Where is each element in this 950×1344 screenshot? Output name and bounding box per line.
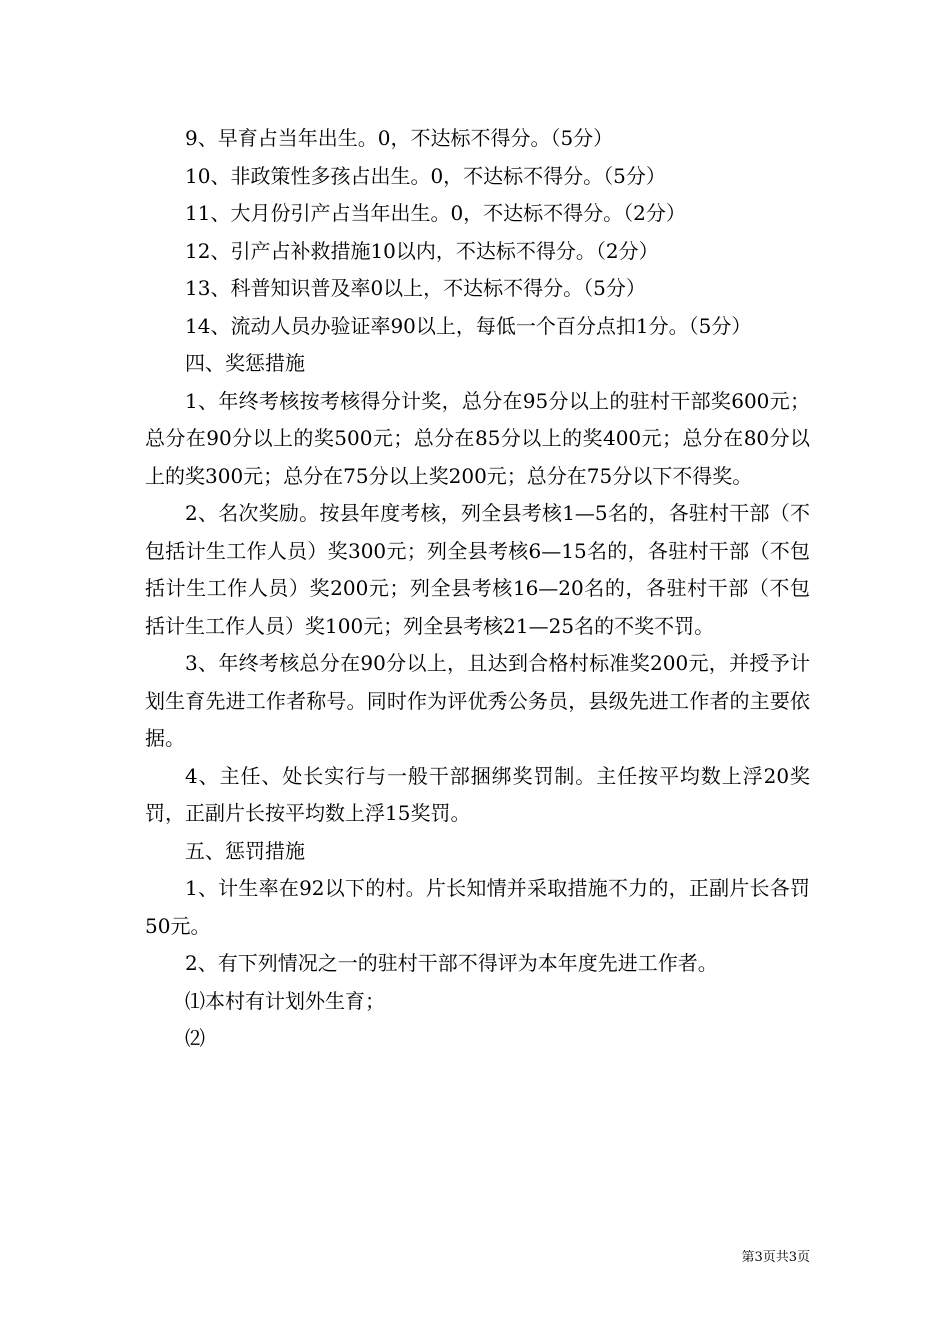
paragraph-reward-qualified-village: 3、年终考核总分在90分以上，且达到合格村标准奖200元，并授予计划生育先进工作者称号。同时作为评优秀公务员，县级先进工作者的主要依据。: [145, 651, 810, 750]
paragraph-reward-score: 1、年终考核按考核得分计奖，总分在95分以上的驻村干部奖600元；总分在90分以上的奖500元；总分在85分以上的奖400元；总分在80分以上的奖300元；总分在75分以上奖200元；总分在75分以下不得奖。: [145, 388, 810, 488]
paragraph-penalty-conditions: 2、有下列情况之一的驻村干部不得评为本年度先进工作者。: [185, 951, 718, 975]
document-body: [145, 120, 810, 1058]
paragraph-reward-bundled: 4、主任、处长实行与一般干部捆绑奖罚制。主任按平均数上浮20奖罚，正副片长按平均数上浮15奖罚。: [145, 763, 810, 825]
paragraph-penalty-rate: 1、计生率在92以下的村。片长知情并采取措施不力的，正副片长各罚50元。: [145, 876, 810, 938]
paragraph-item-11: 11、大月份引产占当年出生。0，不达标不得分。（2分）: [185, 201, 686, 225]
page-number: 第3页共3页: [741, 1250, 810, 1265]
paragraph-item-9: 9、早育占当年出生。0，不达标不得分。（5分）: [185, 126, 614, 150]
paragraph-item-13: 13、科普知识普及率0以上，不达标不得分。（5分）: [185, 276, 646, 300]
paragraph-item-12: 12、引产占补救措施10以内，不达标不得分。（2分）: [185, 238, 659, 263]
section-heading-penalties: 五、惩罚措施: [185, 838, 305, 863]
paragraph-penalty-condition-1: ⑴本村有计划外生育；: [185, 988, 385, 1013]
paragraph-reward-ranking: 2、名次奖励。按县年度考核，列全县考核1—5名的，各驻村干部（不包括计生工作人员）奖300元；列全县考核6—15名的，各驻村干部（不包括计生工作人员）奖200元；列全县考核16—20名的，各驻村干部（不包括计生工作人员）奖100元；列全县考核21—25名的不奖不罚。: [145, 501, 810, 638]
paragraph-penalty-condition-2: ⑵: [185, 1026, 205, 1050]
paragraph-item-14: 14、流动人员办验证率90以上，每低一个百分点扣1分。（5分）: [185, 313, 752, 338]
paragraph-item-10: 10、非政策性多孩占出生。0，不达标不得分。（5分）: [185, 163, 666, 188]
section-heading-rewards: 四、奖惩措施: [185, 351, 305, 375]
